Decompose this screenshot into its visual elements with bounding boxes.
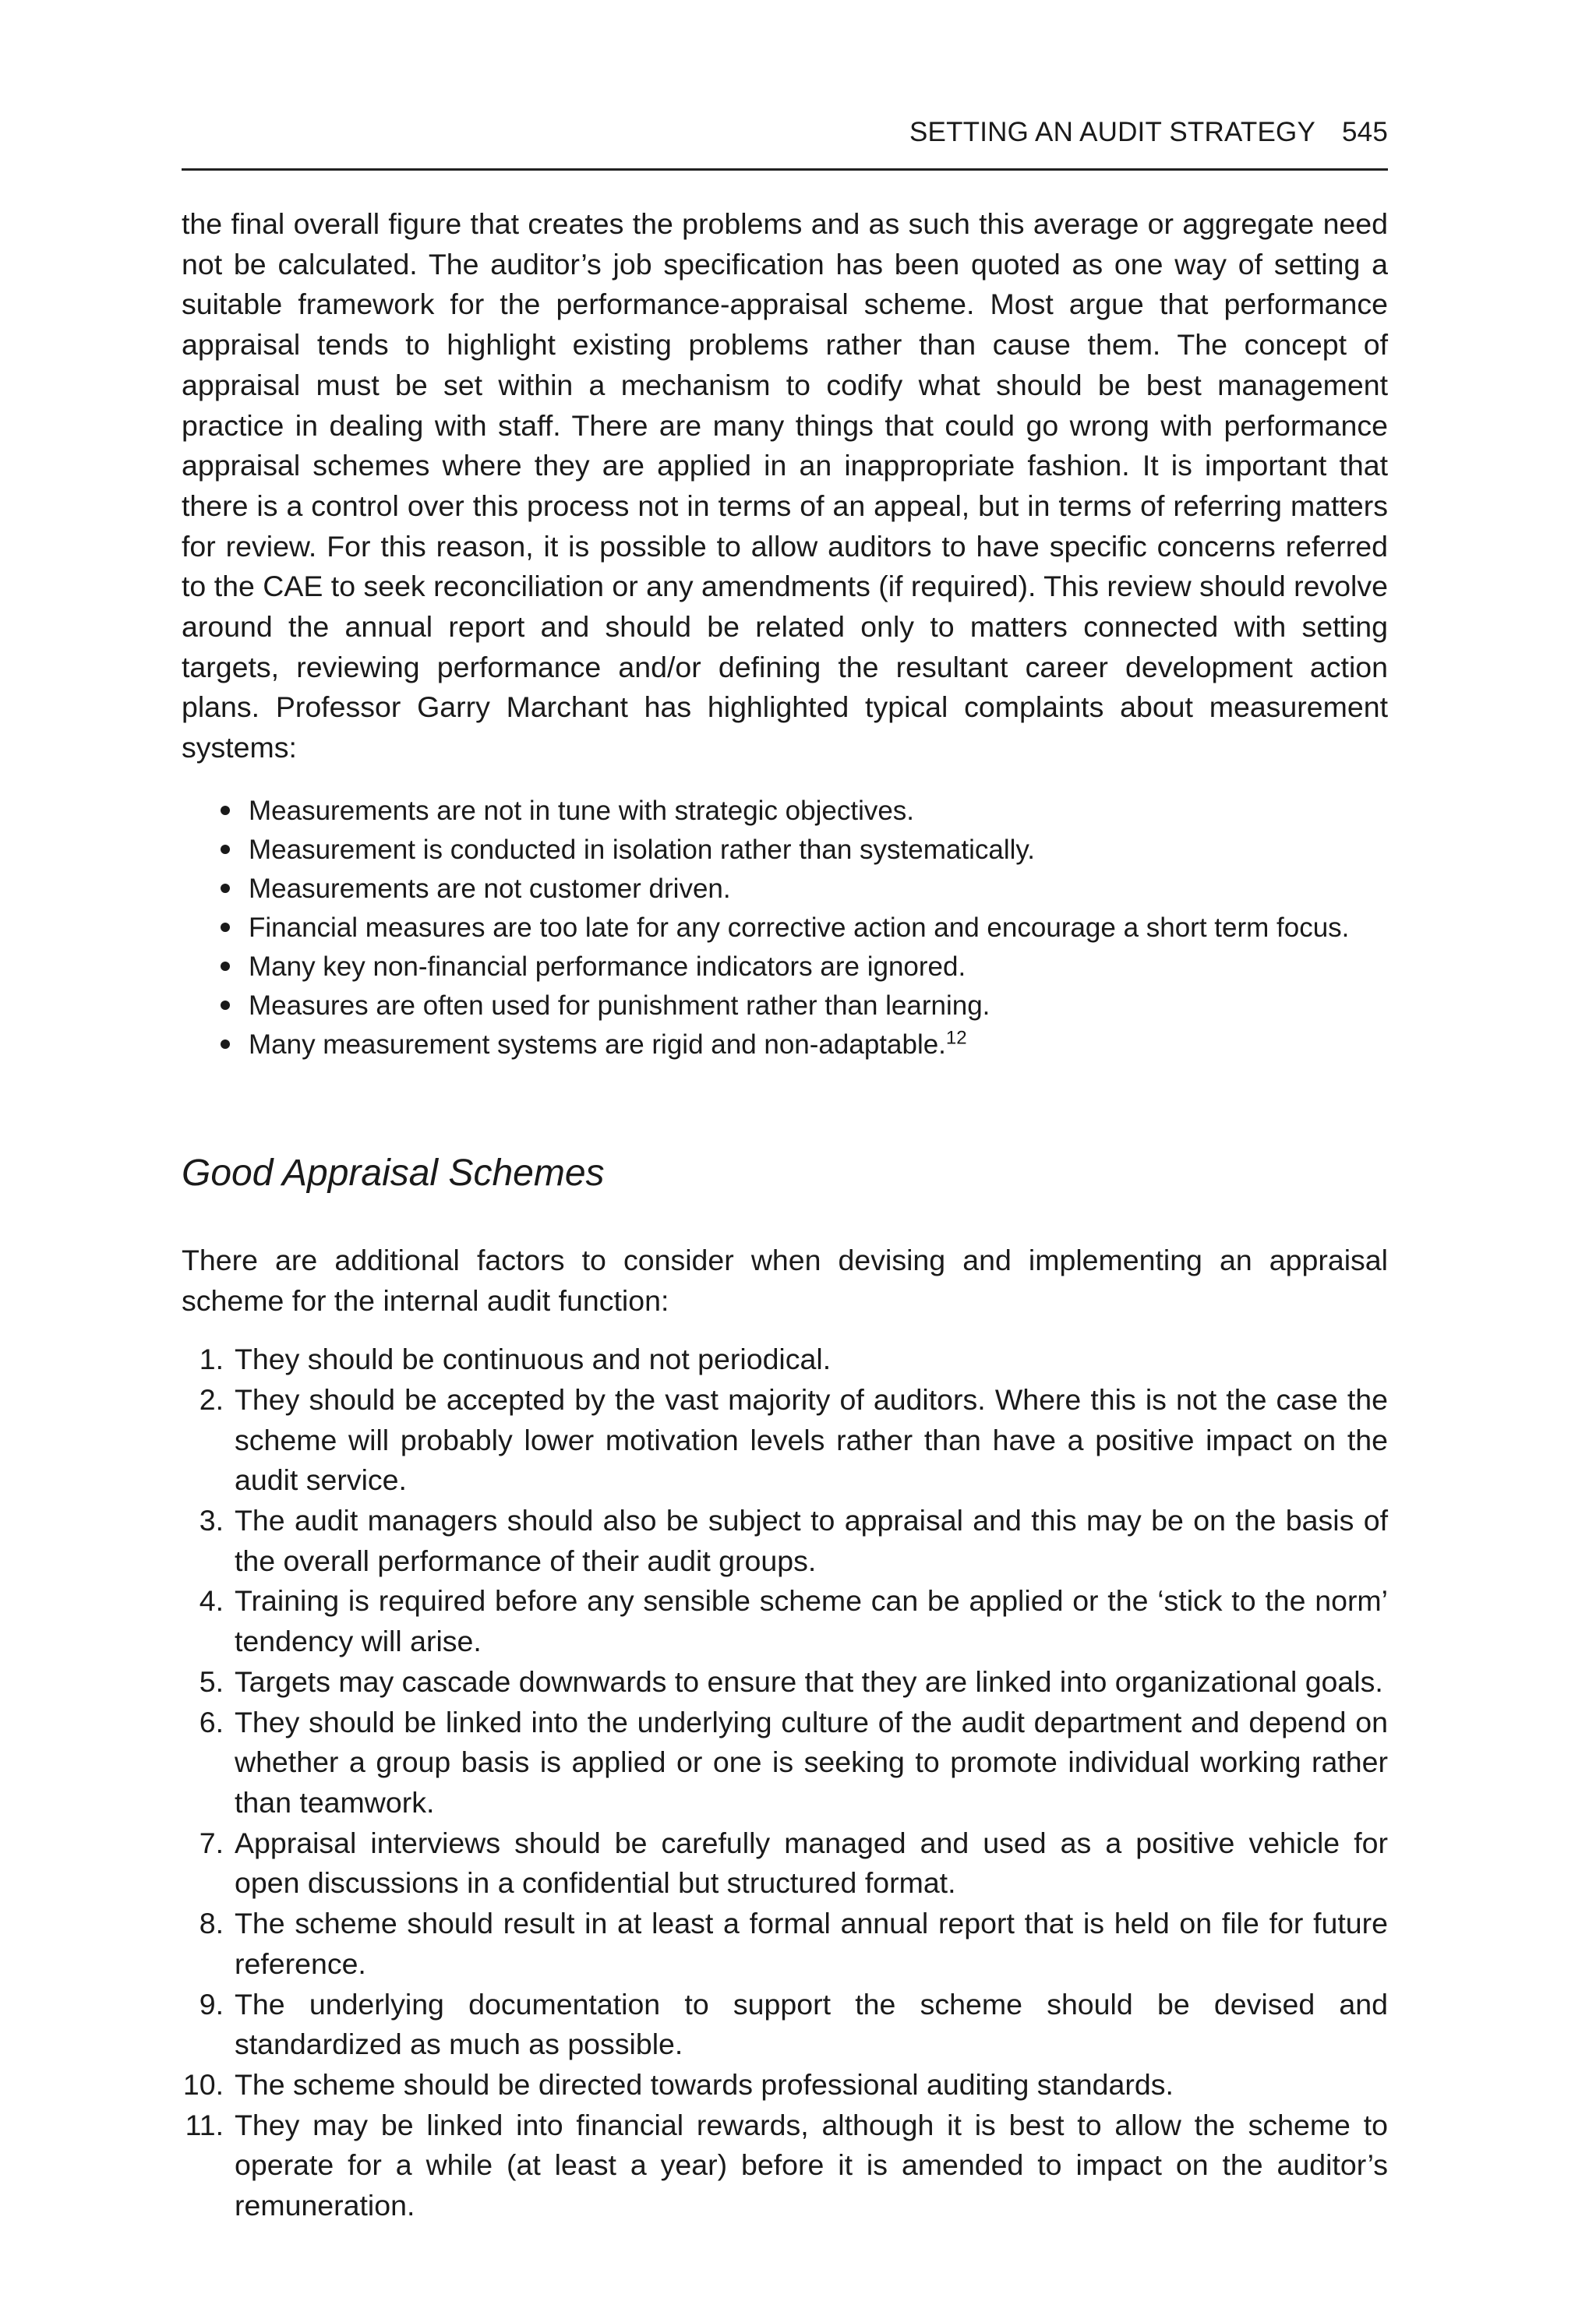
bullet-icon [221,923,230,932]
bullet-icon [221,1001,230,1010]
item-text: The scheme should be directed towards professional auditing standards. [235,2067,1174,2101]
item-number: 3. [199,1504,224,1537]
complaint-text: Many key non-financial performance indicators are ignored. [249,951,966,982]
list-item [221,792,1388,831]
bullet-icon [221,884,230,893]
list-item [182,1662,1388,1703]
list-item [221,870,1388,909]
list-item [182,1581,1388,1661]
item-number: 2. [199,1382,224,1416]
list-item [182,1985,1388,2065]
list-item [182,2105,1388,2226]
complaints-list [182,792,1388,1064]
list-item [221,831,1388,870]
item-number: 4. [199,1584,224,1618]
item-text: Appraisal interviews should be carefully managed and used as a positive vehicle for open discussions in a confidential but structured format. [235,1826,1388,1900]
complaint-text: Measurements are not in tune with strategic objectives. [249,795,915,826]
bullet-icon [221,1039,230,1049]
complaint-text: Measures are often used for punishment rather than learning. [249,990,990,1021]
page-content [182,204,1388,2226]
list-item [221,987,1388,1025]
item-number: 11. [185,2108,224,2141]
list-item [182,1904,1388,1984]
complaint-text: Measurements are not customer driven. [249,873,731,904]
list-item [221,909,1388,948]
item-number: 6. [199,1705,224,1738]
list-item [221,1025,1388,1064]
section-heading: Good Appraisal Schemes [182,1152,605,1194]
bullet-icon [221,845,230,854]
running-title: SETTING AN AUDIT STRATEGY [909,117,1315,147]
running-header [182,117,1388,171]
bullet-icon [221,962,230,971]
item-text: Targets may cascade downwards to ensure that they are linked into organizational goals. [235,1664,1383,1698]
item-text: The underlying documentation to support the scheme should be devised and standardized as much as possible. [235,1987,1388,2061]
item-text: They should be linked into the underlying culture of the audit department and depend on whether a group basis is applied or one is seeking to promote individual working rather than teamwork. [235,1705,1388,1819]
complaint-text: Measurement is conducted in isolation rather than systematically. [249,834,1036,865]
factors-list [182,1340,1388,2225]
item-text: Training is required before any sensible scheme can be applied or the ‘stick to the norm’ tendency will arise. [235,1584,1388,1658]
item-number: 9. [199,1987,224,2021]
item-number: 1. [199,1343,224,1376]
complaint-text: Many measurement systems are rigid and non-adaptable. [249,1029,946,1060]
opening-paragraph: the final overall figure that creates the problems and as such this average or aggregate need not be calculated. The auditor’s job specification has been quoted as one way of setting a suitable framework for the performance-appraisal scheme. Most argue that performance appraisal tends to highlight existing problems rather than cause them. The concept of appraisal must be set within a mechanism to codify what should be best management practice in dealing with staff. There are many things that could go wrong with performance appraisal schemes where they are applied in an inappropriate fashion. It is important that there is a control over this process not in terms of an appeal, but in terms of referring matters for review. For this reason, it is possible to allow auditors to have specific concerns referred to the CAE to seek reconciliation or any amendments (if required). This review should revolve around the annual report and should be related only to matters connected with setting targets, reviewing performance and/or defining the resultant career development action plans. Professor Garry Marchant has highlighted typical complaints about measurement systems: [182,207,1388,764]
list-item [182,1823,1388,1904]
list-item [182,1380,1388,1501]
item-number: 7. [199,1826,224,1859]
footnote-reference: 12 [945,1027,967,1049]
item-text: They should be continuous and not periodical. [235,1343,832,1376]
list-item [182,1703,1388,1823]
item-text: They may be linked into financial rewards, although it is best to allow the scheme to operate for a while (at least a year) before it is amended to impact on the auditor’s remuneration. [235,2108,1388,2222]
item-number: 8. [199,1907,224,1940]
list-item [182,2065,1388,2105]
item-number: 10. [182,2067,224,2101]
list-item [182,1501,1388,1581]
item-text: The audit managers should also be subject to appraisal and this may be on the basis of the overall performance of their audit groups. [235,1504,1388,1577]
bullet-icon [221,806,230,815]
item-number: 5. [199,1664,224,1698]
section-intro: There are additional factors to consider when devising and implementing an appraisal scheme for the internal audit function: [182,1243,1388,1317]
list-item [221,948,1388,987]
item-text: The scheme should result in at least a formal annual report that is held on file for future reference. [235,1907,1388,1980]
item-text: They should be accepted by the vast majority of auditors. Where this is not the case the scheme will probably lower motivation levels rather than have a positive impact on the audit service. [235,1382,1388,1497]
page-number: 545 [1342,117,1388,147]
complaint-text: Financial measures are too late for any corrective action and encourage a short term focus. [249,912,1350,943]
list-item [182,1340,1388,1380]
